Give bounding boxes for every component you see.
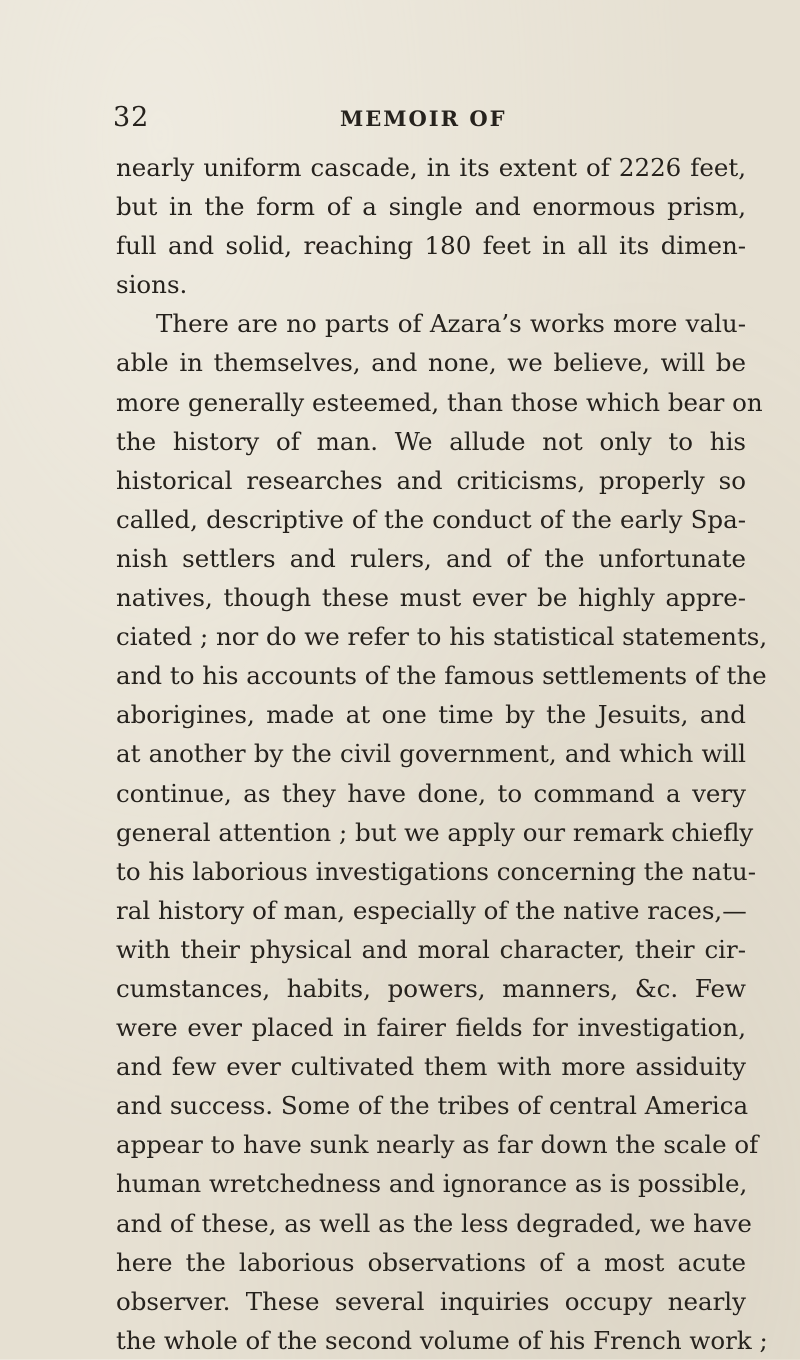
- text-line: natives, though these must ever be highly appre-: [116, 583, 746, 613]
- text-line: here the laborious observations of a most acute: [116, 1247, 746, 1277]
- text-line: ciated ; nor do we refer to his statistical statements,: [116, 622, 768, 652]
- text-line: more generally esteemed, than those which bear on: [116, 387, 763, 417]
- text-line: the whole of the second volume of his French work ;: [116, 1325, 768, 1355]
- text-line: observer. These several inquiries occupy nearly: [116, 1286, 746, 1316]
- text-line: were ever placed in fairer fields for investigation,: [116, 1013, 746, 1043]
- text-line: and to his accounts of the famous settlements of the: [116, 661, 767, 691]
- text-line: at another by the civil government, and which will: [116, 739, 746, 769]
- text-line: historical researches and criticisms, properly so: [116, 465, 746, 495]
- text-line: and success. Some of the tribes of central America: [116, 1091, 749, 1121]
- running-head-title: MEMOIR OF: [340, 106, 507, 131]
- text-line: sions.: [116, 270, 188, 300]
- text-line: with their physical and moral character, their cir-: [116, 934, 746, 964]
- body-text: [116, 148, 768, 1360]
- text-line: to his laborious investigations concerning the natu-: [116, 856, 756, 886]
- page-number: 32: [113, 102, 150, 133]
- text-line: and few ever cultivated them with more assiduity: [116, 1052, 746, 1082]
- text-line: aborigines, made at one time by the Jesuits, and: [116, 700, 746, 730]
- text-line: full and solid, reaching 180 feet in all its dimen-: [116, 231, 746, 261]
- text-line: cumstances, habits, powers, manners, &c. Few: [116, 973, 746, 1003]
- running-head: [113, 102, 753, 142]
- text-line: nearly uniform cascade, in its extent of 2226 feet,: [116, 153, 746, 182]
- text-line: able in themselves, and none, we believe, will be: [116, 348, 746, 378]
- text-line: nish settlers and rulers, and of the unfortunate: [116, 543, 746, 573]
- text-line: called, descriptive of the conduct of the early Spa-: [116, 504, 746, 534]
- text-line: human wretchedness and ignorance as is possible,: [116, 1169, 748, 1199]
- text-line: but in the form of a single and enormous prism,: [116, 192, 746, 222]
- paragraph-first-line: There are no parts of Azara’s works more valu-: [156, 309, 746, 339]
- text-line: and of these, as well as the less degraded, we have: [116, 1208, 752, 1238]
- text-line: general attention ; but we apply our remark chiefly: [116, 817, 754, 847]
- text-line: ral history of man, especially of the native races,—: [116, 895, 747, 925]
- text-line: appear to have sunk nearly as far down the scale of: [116, 1130, 759, 1160]
- text-line: continue, as they have done, to command a very: [116, 778, 746, 808]
- text-line: the history of man. We allude not only to his: [116, 426, 746, 456]
